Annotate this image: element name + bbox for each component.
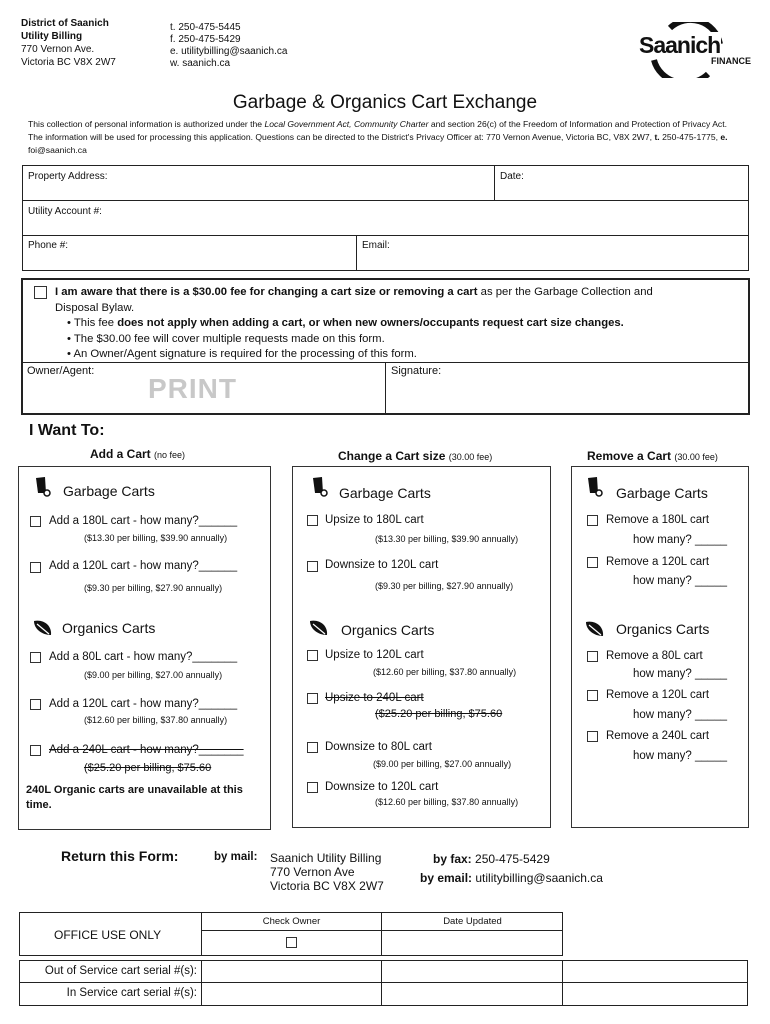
notice-e: e. [720,132,728,142]
organics-leaf-icon [585,620,605,638]
org-address1: 770 Vernon Ave. [21,44,95,55]
fee-ack-line2: Disposal Bylaw. [55,301,135,314]
add-organic-120l-label: Add a 120L cart - how many?______ [49,698,238,710]
downsize-120l-label: Downsize to 120L cart [325,559,439,571]
notice-text: This collection of personal information is authorized under the [28,119,265,129]
i-want-to-heading: I Want To: [29,422,105,439]
print-watermark: PRINT [148,373,237,404]
mail-label: by mail: [214,851,258,863]
change-cart-heading [338,449,492,463]
mail-line3: Victoria BC V8X 2W7 [270,879,384,893]
privacy-notice [28,118,743,157]
add-80l-label: Add a 80L cart - how many?_______ [49,651,238,663]
saanich-logo [636,22,756,78]
fee-ack-rest: as per the Garbage Collection and [477,286,653,298]
email-return-label: by email: [420,871,473,885]
fee-bullet-1a: • This fee [67,317,118,329]
fax-number: 250-475-5429 [471,852,550,866]
add-240l-checkbox[interactable] [30,745,41,756]
mail-line1: Saanich Utility Billing [270,851,382,865]
upsize-organic-120l-checkbox[interactable] [307,650,318,661]
org-block [21,17,116,69]
remove-180l-howmany[interactable]: how many? _____ [633,534,727,546]
downsize-120l-checkbox[interactable] [307,561,318,572]
downsize-80l-checkbox[interactable] [307,742,318,753]
fee-ack-checkbox[interactable] [34,286,47,299]
in-service-cell-2[interactable] [382,983,563,1005]
remove-80l-checkbox[interactable] [587,651,598,662]
check-owner-cell [202,931,382,955]
add-cart-title: Add a Cart [90,447,151,461]
signature-field[interactable] [386,362,748,414]
change-cart-title: Change a Cart size [338,449,446,463]
downsize-80l-price: ($9.00 per billing, $27.00 annually) [373,759,512,769]
downsize-120l-price: ($9.30 per billing, $27.90 annually) [375,581,514,591]
check-owner-checkbox[interactable] [286,937,297,948]
email-label: Email: [362,240,390,251]
out-service-cell-2[interactable] [382,961,563,983]
remove-180l-checkbox[interactable] [587,515,598,526]
logo-text: Saanich [639,32,721,58]
mail-address [270,851,384,893]
garbage-cart-icon [34,476,52,498]
remove-240l-label: Remove a 240L cart [606,730,710,742]
upsize-180l-label: Upsize to 180L cart [325,514,424,526]
remove-cart-heading [587,449,718,463]
remove-cart-column [571,466,749,828]
page-title: Garbage & Organics Cart Exchange [232,92,538,113]
owner-agent-field[interactable] [23,362,386,414]
owner-agent-label: Owner/Agent: [27,365,95,377]
contact-block [170,22,287,70]
org-address2: Victoria BC V8X 2W7 [21,57,116,68]
upsize-organic-120l-price: ($12.60 per billing, $37.80 annually) [373,667,517,677]
fee-ack-text [55,285,745,363]
check-owner-header: Check Owner [202,913,382,931]
remove-organics-heading: Organics Carts [616,621,710,637]
organics-leaf-icon [309,619,329,637]
remove-120l-label: Remove a 120L cart [606,556,710,568]
upsize-240l-price: ($25.20 per billing, $75.60 [375,708,503,720]
logo-subtitle: FINANCE [711,56,751,66]
upsize-180l-price: ($13.30 per billing, $39.90 annually) [375,534,519,544]
remove-cart-title: Remove a Cart [587,449,672,463]
add-120l-checkbox[interactable] [30,562,41,573]
date-updated-cell[interactable] [382,931,563,955]
remove-120l-checkbox[interactable] [587,557,598,568]
notice-text-3: 250-475-1775, [659,132,721,142]
remove-garbage-heading: Garbage Carts [616,485,708,501]
remove-240l-checkbox[interactable] [587,731,598,742]
fee-bullet-1b: does not apply when adding a cart, or when new owners/occupants request cart size changes. [117,317,624,329]
date-field[interactable] [495,166,749,200]
add-cart-fee: (no fee) [154,450,186,460]
account-field[interactable] [23,200,749,235]
change-organics-heading: Organics Carts [341,622,435,638]
downsize-organic-120l-label: Downsize to 120L cart [325,781,439,793]
property-info-box [22,165,749,271]
out-service-cell-1[interactable] [202,961,382,983]
contact-phone: t. 250-475-5445 [170,22,241,33]
downsize-80l-label: Downsize to 80L cart [325,741,432,753]
email-field[interactable] [357,235,749,271]
add-180l-price: ($13.30 per billing, $39.90 annually) [84,533,228,543]
add-organic-120l-checkbox[interactable] [30,699,41,710]
out-service-label: Out of Service cart serial #(s): [20,961,202,983]
add-garbage-heading: Garbage Carts [63,483,155,499]
email-line [420,871,603,885]
upsize-180l-checkbox[interactable] [307,515,318,526]
org-dept: Utility Billing [21,31,83,42]
add-cart-column [18,466,271,830]
notice-t: t. [654,132,660,142]
phone-field[interactable] [23,235,357,271]
remove-80l-label: Remove a 80L cart [606,650,703,662]
fee-bullet-1 [55,317,624,329]
add-240l-label: Add a 240L cart - how many?_______ [49,744,244,756]
date-updated-header: Date Updated [382,913,563,931]
remove-180l-label: Remove a 180L cart [606,514,710,526]
add-organics-heading: Organics Carts [62,620,156,636]
add-80l-price: ($9.00 per billing, $27.00 annually) [84,670,223,680]
return-form-heading: Return this Form: [61,848,179,864]
remove-120l-howmany[interactable]: how many? _____ [633,575,727,587]
remove-80l-howmany[interactable]: how many? _____ [633,668,727,680]
remove-organic-120l-label: Remove a 120L cart [606,689,710,701]
office-use-label-cell [20,913,202,955]
notice-text-4: foi@saanich.ca [28,145,87,155]
org-name: District of Saanich [21,18,109,29]
add-180l-checkbox[interactable] [30,516,41,527]
downsize-organic-120l-checkbox[interactable] [307,782,318,793]
property-address-field[interactable] [23,166,495,200]
fee-ack-bold: I am aware that there is a $30.00 fee for changing a cart size or removing a cart [55,286,478,298]
remove-organic-120l-howmany[interactable]: how many? _____ [633,709,727,721]
in-service-cell-1[interactable] [202,983,382,1005]
office-use-label: OFFICE USE ONLY [54,928,162,942]
remove-240l-howmany[interactable]: how many? _____ [633,750,727,762]
change-cart-fee: (30.00 fee) [448,452,493,462]
date-label: Date: [500,171,524,182]
garbage-cart-icon [586,476,604,498]
add-120l-price: ($9.30 per billing, $27.90 annually) [84,583,223,593]
garbage-cart-icon [311,476,329,498]
add-120l-label: Add a 120L cart - how many?______ [49,560,238,572]
upsize-240l-label: Upsize to 240L cart [325,692,424,704]
email-address: utilitybilling@saanich.ca [472,871,603,885]
add-organic-120l-price: ($12.60 per billing, $37.80 annually) [84,715,228,725]
organic-240-unavailable-note: 240L Organic carts are unavailable at this time. [26,784,243,811]
phone-label: Phone #: [28,240,69,251]
fee-acknowledgement-box [21,278,750,415]
remove-cart-fee: (30.00 fee) [674,452,718,462]
account-label: Utility Account #: [28,206,102,217]
contact-web: w. saanich.ca [170,58,231,69]
in-service-cell-3[interactable] [563,983,748,1005]
notice-text-2: and section 26(c) of the Freedom of Information and Protection of Privacy Act. The information will be used for processing this application. Questions can be directed to the District's Privacy Officer at: 770 Vernon Avenue, Victoria BC, V8X 2W7, [28,119,727,142]
notice-act: Local Government Act, Community Charter [264,119,429,129]
in-service-label: In Service cart serial #(s): [20,983,202,1005]
downsize-organic-120l-price: ($12.60 per billing, $37.80 annually) [375,797,519,807]
office-use-box [19,912,563,956]
add-240l-price: ($25.20 per billing, $75.60 [84,762,212,774]
contact-fax: f. 250-475-5429 [170,34,241,45]
upsize-240l-checkbox[interactable] [307,693,318,704]
add-80l-checkbox[interactable] [30,652,41,663]
upsize-organic-120l-label: Upsize to 120L cart [325,649,424,661]
add-180l-label: Add a 180L cart - how many?______ [49,515,238,527]
fee-bullet-2: • The $30.00 fee will cover multiple requests made on this form. [67,332,385,345]
fax-line [433,852,550,866]
organics-leaf-icon [33,619,53,637]
change-garbage-heading: Garbage Carts [339,485,431,501]
remove-organic-120l-checkbox[interactable] [587,690,598,701]
serial-numbers-box [19,960,748,1006]
out-service-cell-3[interactable] [563,961,748,983]
change-cart-column [292,466,551,828]
fee-bullet-3: • An Owner/Agent signature is required for the processing of this form. [67,348,417,360]
add-cart-heading [90,447,185,461]
fax-label: by fax: [433,852,472,866]
contact-email: e. utilitybilling@saanich.ca [170,46,288,57]
property-address-label: Property Address: [28,171,108,182]
mail-line2: 770 Vernon Ave [270,865,355,879]
signature-label: Signature: [391,365,442,377]
